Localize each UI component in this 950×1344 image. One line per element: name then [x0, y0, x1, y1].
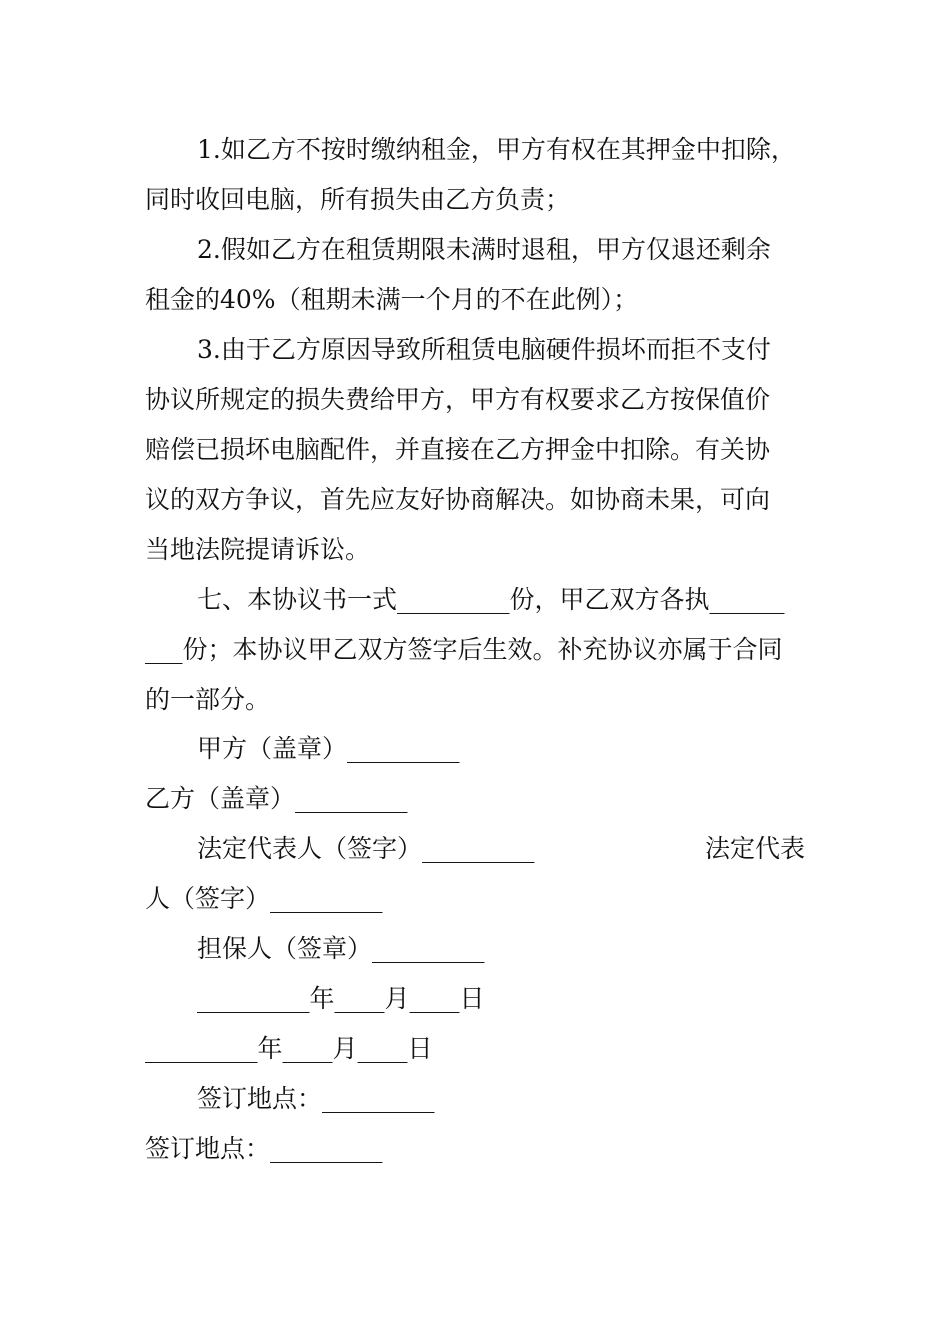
- section-7-line-3: 的一部分。: [145, 685, 271, 714]
- signing-place-b: 签订地点：_________: [145, 1134, 383, 1163]
- clause-3-line-3: 赔偿已损坏电脑配件，并直接在乙方押金中扣除。有关协: [145, 435, 771, 464]
- clause-3-line-1: 3.由于乙方原因导致所租赁电脑硬件损坏而拒不支付: [197, 335, 771, 364]
- clause-3-line-4: 议的双方争议，首先应友好协商解决。如协商未果，可向: [145, 485, 771, 514]
- clause-3-line-5: 当地法院提请诉讼。: [145, 535, 371, 564]
- clause-2-line-1: 2.假如乙方在租赁期限未满时退租，甲方仅退还剩余: [197, 235, 771, 264]
- date-line-b: _________年____月____日: [145, 1034, 433, 1063]
- party-b-seal-line: 乙方（盖章）_________: [145, 784, 408, 813]
- signing-place-a: 签订地点：_________: [197, 1084, 435, 1113]
- legal-rep-b-label: 法定代表: [704, 834, 805, 863]
- guarantor-line: 担保人（签章）_________: [197, 934, 485, 963]
- party-a-seal-line: 甲方（盖章）_________: [197, 734, 460, 763]
- clause-2-line-2: 租金的40%（租期未满一个月的不在此例）；: [145, 285, 639, 314]
- legal-rep-a-line: 法定代表人（签字）_________: [197, 834, 535, 863]
- clause-1-line-2: 同时收回电脑，所有损失由乙方负责；: [145, 185, 571, 214]
- legal-rep-b-line: 人（签字）_________: [145, 884, 383, 913]
- date-line-a: _________年____月____日: [197, 984, 485, 1013]
- clause-1-line-1: 1.如乙方不按时缴纳租金，甲方有权在其押金中扣除，: [197, 135, 796, 164]
- clause-3-line-2: 协议所规定的损失费给甲方，甲方有权要求乙方按保值价: [145, 385, 771, 414]
- section-7-line-1: 七、本协议书一式_________份，甲乙双方各执______: [197, 585, 785, 614]
- section-7-line-2: ___份；本协议甲乙双方签字后生效。补充协议亦属于合同: [145, 635, 783, 664]
